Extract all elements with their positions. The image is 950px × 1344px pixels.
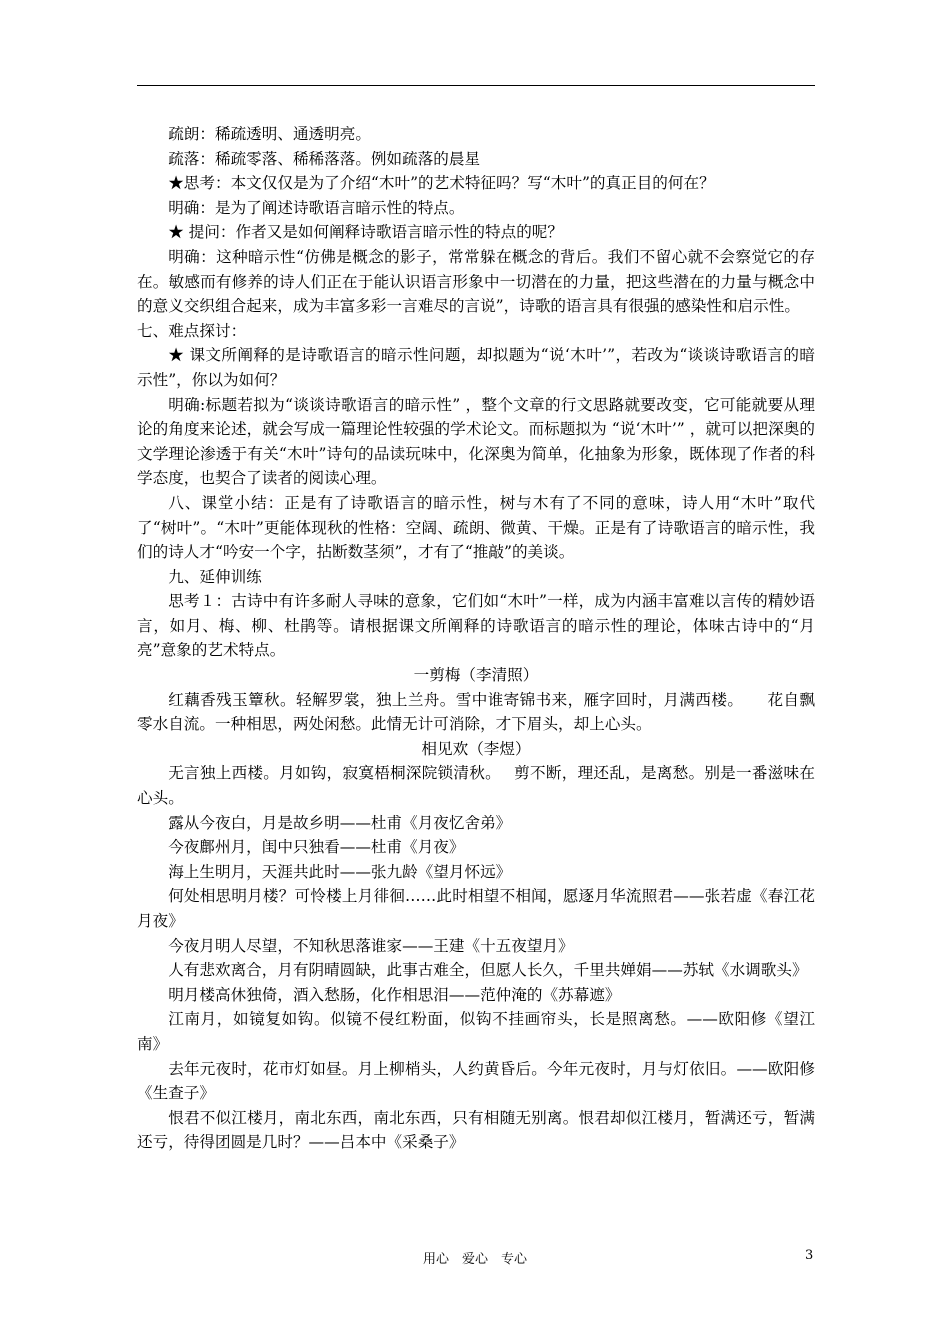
document-body [137,122,815,1155]
paragraph: 明确：是为了阐述诗歌语言暗示性的特点。 [168,198,465,217]
paragraph: 八、课堂小结：正是有了诗歌语言的暗示性，树与木有了不同的意味，诗人用“木叶”取代了“树叶”。“木叶”更能体现秋的性格：空阔、疏朗、微黄、干燥。正是有了诗歌语言的暗示性，我们的诗人才“吟安一个字，拈断数茎须”，才有了“推敲”的美谈。 [137,493,815,562]
page-footer [0,1248,950,1272]
quote-line: 何处相思明月楼？可怜楼上月徘徊……此时相望不相闻，愿逐月华流照君——张若虚《春江花月夜》 [137,887,815,930]
header-rule [137,85,815,86]
paragraph: 明确：这种暗示性“仿佛是概念的影子，常常躲在概念的背后。我们不留心就不会察觉它的存在。敏感而有修养的诗人们正在于能认识语言形象中一切潜在的力量，把这些潜在的力量与概念中的意义交织组合起来，成为丰富多彩一言难尽的言说”，诗歌的语言具有很强的感染性和启示性。 [137,247,815,316]
paragraph: ★ 课文所阐释的是诗歌语言的暗示性问题，却拟题为“说‘木叶’”，若改为“谈谈诗歌语言的暗示性”，你以为如何？ [137,346,815,389]
section-heading: 七、难点探讨： [137,321,247,340]
poem-title: 一剪梅（李清照） [413,666,539,685]
paragraph: 思考１：古诗中有许多耐人寻味的意象，它们如“木叶”一样，成为内涵丰富难以言传的精妙语言，如月、梅、柳、杜鹃等。请根据课文所阐释的诗歌语言的暗示性的理论，体味古诗中的“月亮”意象的艺术特点。 [137,592,815,660]
poem-text: 无言独上西楼。月如钩，寂寞梧桐深院锁清秋。 剪不断，理还乱，是离愁。别是一番滋味在心头。 [137,764,815,808]
paragraph: ★ 提问：作者又是如何阐释诗歌语言暗示性的特点的呢？ [168,223,563,242]
quote-line: 恨君不似江楼月，南北东西，南北东西，只有相随无别离。恨君却似江楼月，暂满还亏，暂满还亏，待得团圆是几时？——吕本中《采桑子》 [137,1108,815,1152]
quote-line: 今夜鄜州月，闺中只独看——杜甫《月夜》 [168,838,465,857]
quote-line: 去年元夜时，花市灯如昼。月上柳梢头，人约黄昏后。今年元夜时，月与灯依旧。——欧阳修《生查子》 [137,1059,815,1103]
quote-line: 江南月，如镜复如钩。似镜不侵红粉面，似钩不挂画帘头，长是照离愁。——欧阳修《望江南》 [137,1010,815,1053]
quote-line: 今夜月明人尽望，不知秋思落谁家——王建《十五夜望月》 [168,936,574,955]
footer-text: 用心 爱心 专心 [422,1252,527,1267]
quote-line: 人有悲欢离合，月有阴晴圆缺，此事古难全，但愿人长久，千里共婵娟——苏轼《水调歌头》 [168,961,808,980]
quote-line: 露从今夜白，月是故乡明——杜甫《月夜忆舍弟》 [168,813,512,832]
page-number: 3 [805,1248,814,1263]
paragraph: 疏朗：稀疏透明、通透明亮。 [168,125,371,143]
quote-line: 海上生明月，天涯共此时——张九龄《望月怀远》 [168,862,512,881]
paragraph: 疏落：稀疏零落、稀稀落落。例如疏落的晨星 [168,149,481,168]
poem-text: 红藕香残玉簟秋。轻解罗裳，独上兰舟。雪中谁寄锦书来，雁字回时，月满西楼。 花自飘零水自流。一种相思，两处闲愁。此情无计可消除，才下眉头，却上心头。 [137,690,815,734]
poem-title: 相见欢（李煜） [421,739,531,758]
paragraph: ★思考：本文仅仅是为了介绍“木叶”的艺术特征吗？写“木叶”的真正目的何在？ [168,174,715,193]
paragraph: 明确:标题若拟为“谈谈诗歌语言的暗示性” ，整个文章的行文思路就要改变，它可能就要从理论的角度来论述，就会写成一篇理论性较强的学术论文。而标题拟为 “说‘木叶’” ，就可以把深奥的文学理论渗透于有关“木叶”诗句的品读玩味中，化深奥为简单，化抽象为形象，既体现了作者的科学态度，也契合了读者的阅读心理。 [137,395,815,488]
section-heading: 九、延伸训练 [168,567,262,586]
quote-line: 明月楼高休独倚，酒入愁肠，化作相思泪——范仲淹的《苏幕遮》 [168,985,621,1004]
